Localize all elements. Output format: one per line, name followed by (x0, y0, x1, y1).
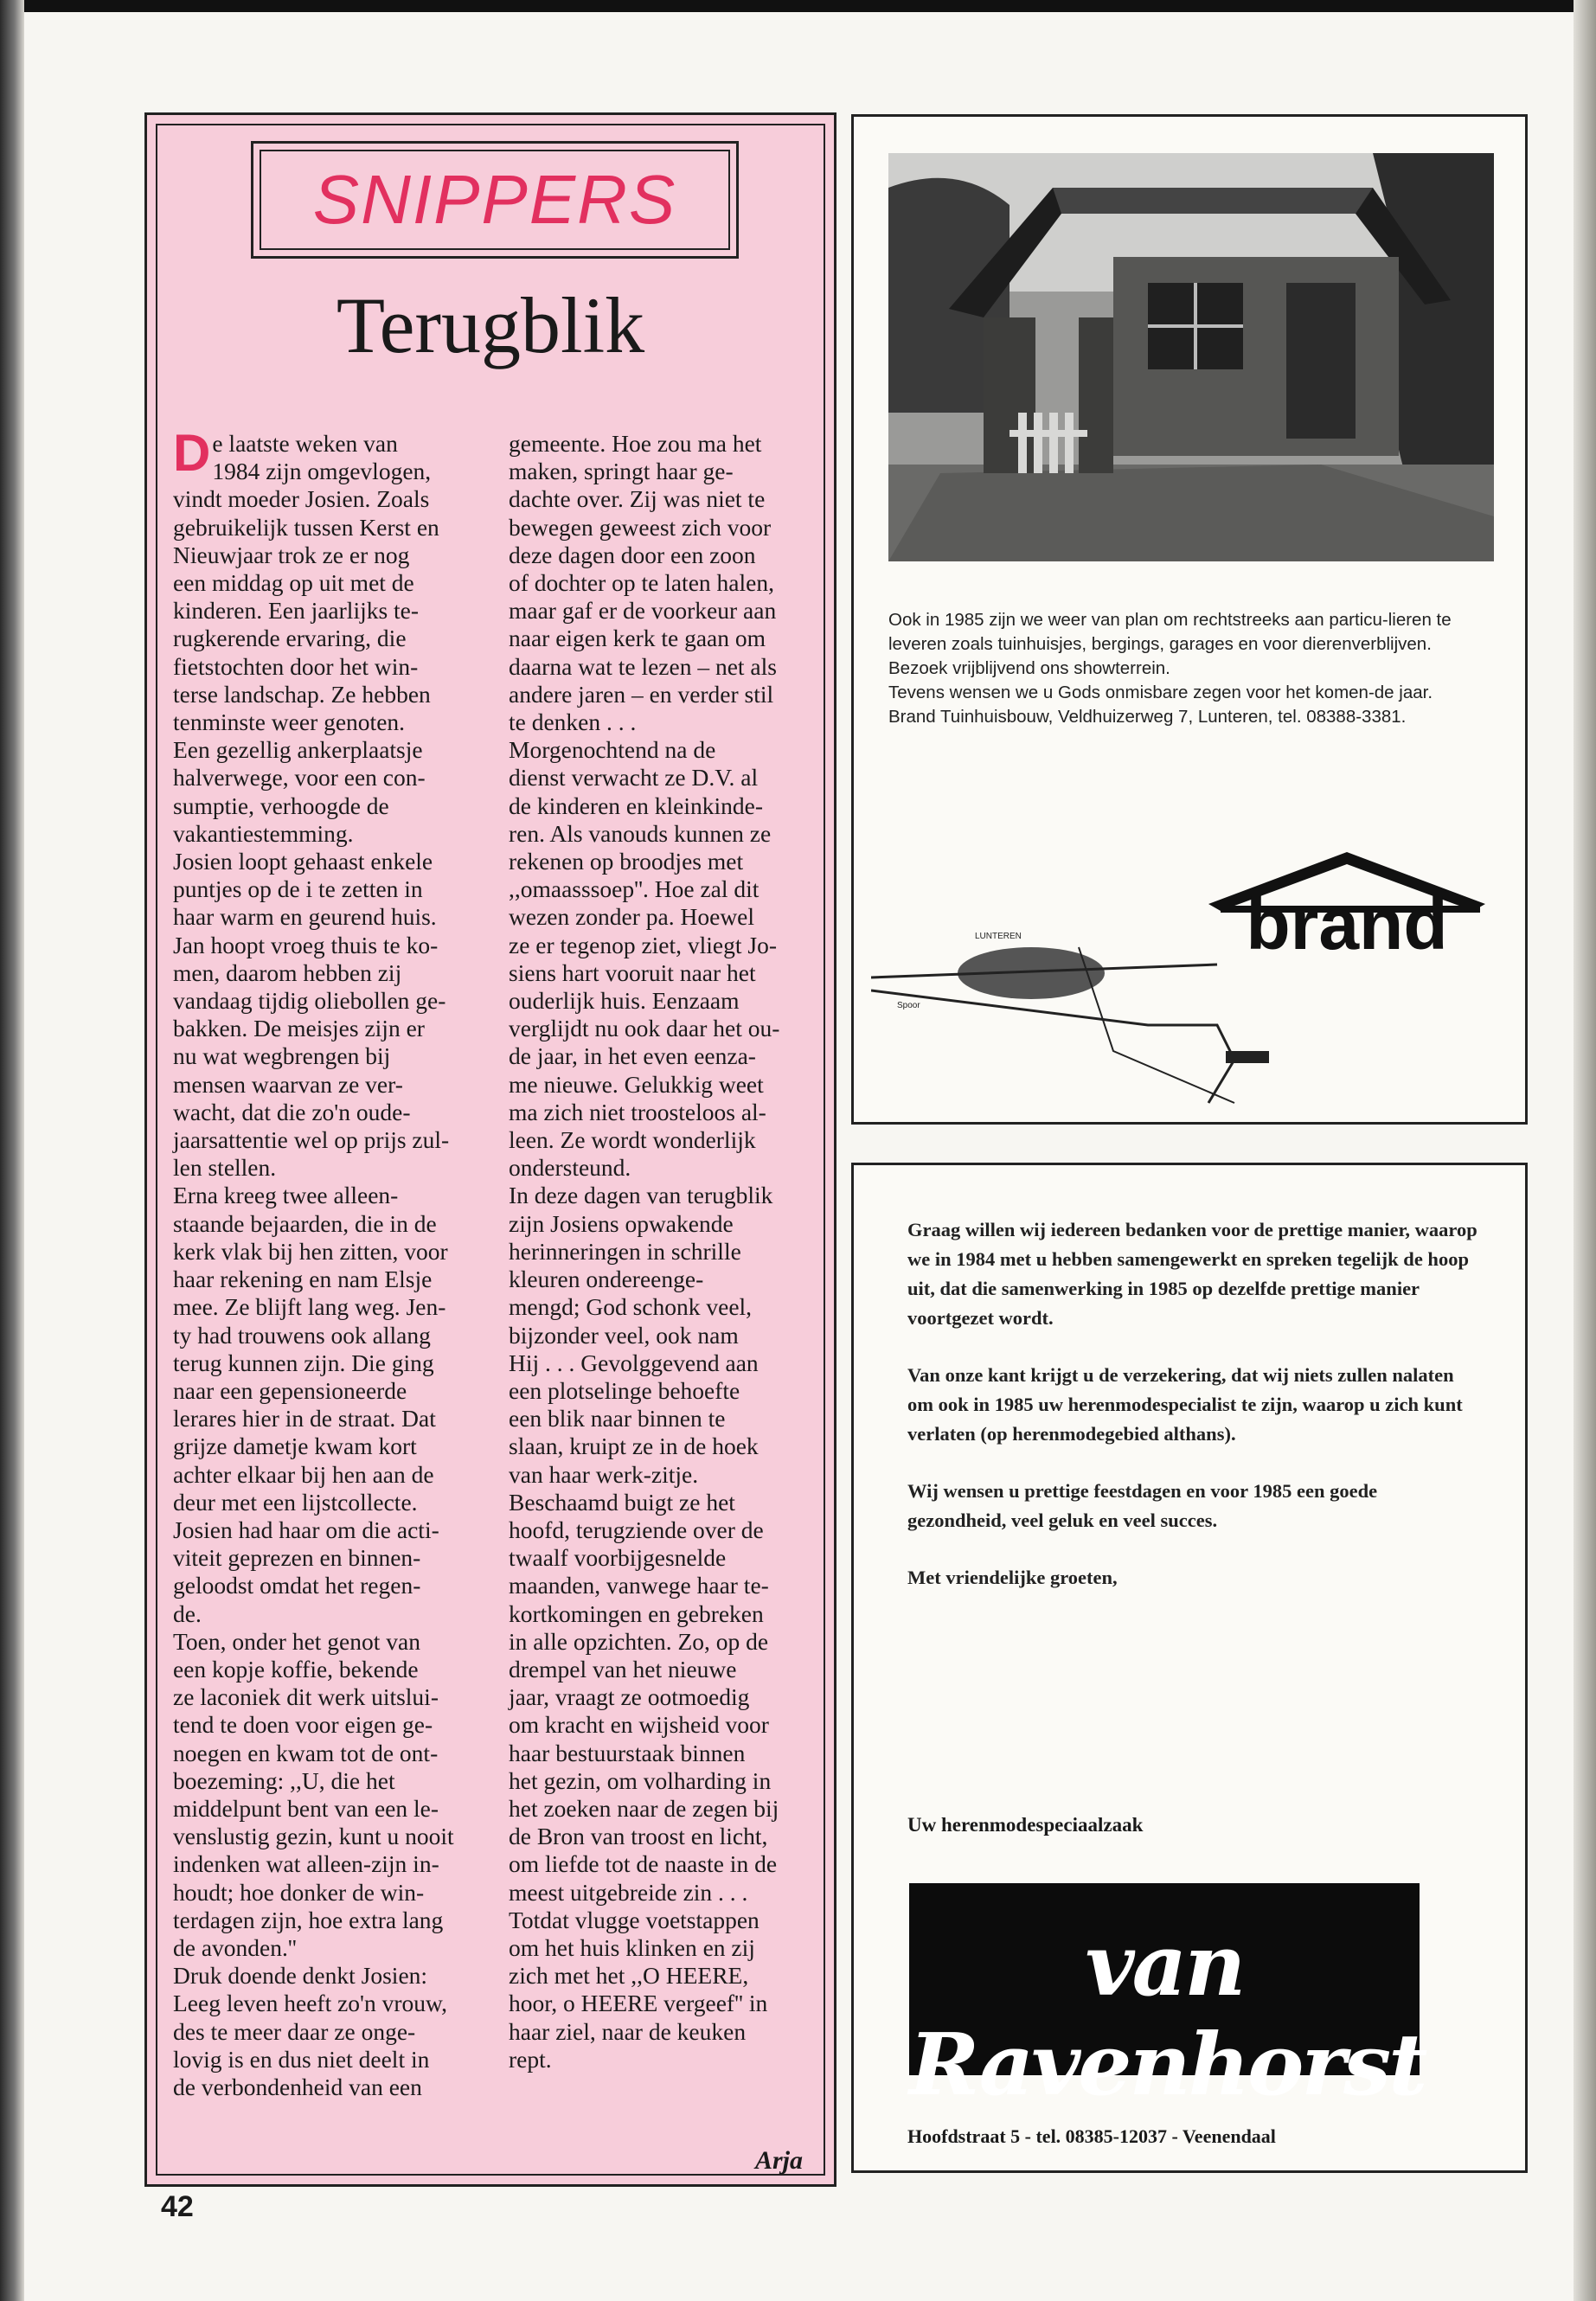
rubric-inner-frame (260, 150, 730, 250)
rubric-title: SNIPPERS (312, 161, 677, 238)
article-column-right: gemeente. Hoe zou ma het maken, springt haar ge- dachte over. Zij was niet te bewegen geweest zich voor deze dagen door een zoon of dochter op te laten halen, maar gaf er de voorkeur aan naar eigen kerk te gaan om daarna wat te lezen – net als andere jaren – en verder stil te denken . . . Morgenochtend na de dienst verwacht ze D.V. al de kinderen en kleinkinde- ren. Als vanouds kunnen ze rekenen op broodjes met ,,omaasssoep''. Hoe zal dit wezen zonder pa. Hoewel ze er tegenop ziet, vliegt Jo- siens hart vooruit naar het ouderlijk huis. Eenzaam verglijdt nu ook daar het ou- de jaar, in het even eenza- me nieuwe. Gelukkig weet ma zich niet troosteloos al- leen. Ze wordt wonderlijk ondersteund. In deze dagen van terugblik zijn Josiens opwakende herinneringen in schrille kleuren ondereenge- mengd; God schonk veel, bijzonder veel, ook nam Hij . . . Gevolggevend aan een plotselinge behoefte een blik naar binnen te slaan, kruipt ze in de hoek van haar werk-zitje. Beschaamd buigt ze het hoofd, terugziende over de twaalf voorbijgesnelde maanden, vanwege haar te- kortkomingen en gebreken in alle opzichten. Zo, op de drempel van het nieuwe jaar, vraagt ze ootmoedig om kracht en wijsheid voor haar bestuurstaak binnen het gezin, om volharding in het zoeken naar de zegen bij de Bron van troost en licht, om liefde tot de naaste in de meest uitgebreide zin . . . Totdat vlugge voetstappen om het huis klinken en zij zich met het ,,O HEERE, hoor, o HEERE vergeef'' in haar ziel, naar de keuken rept. (509, 430, 780, 2073)
dropcap: D (173, 424, 211, 482)
article-author: Arja (754, 2146, 803, 2175)
brand-caption-line: Bezoek vrijblijvend ons showterrein. (888, 658, 1170, 678)
ravenhorst-paragraph: Wij wensen u prettige feestdagen en voor 1985 een goede gezondheid, veel geluk en veel succes. (907, 1480, 1378, 1531)
map-label: LUNTEREN (975, 932, 1022, 941)
map-road-label: Spoor (897, 1001, 920, 1010)
article-inner-frame (156, 124, 825, 2176)
ravenhorst-paragraph: Met vriendelijke groeten, (907, 1567, 1118, 1588)
book-binding (0, 0, 24, 2301)
page-top-edge (0, 0, 1596, 12)
article-column-left (173, 424, 484, 2101)
page-right-edge (1574, 0, 1596, 2301)
brand-caption-line: Ook in 1985 zijn we weer van plan om rechtstreeks aan particu-lieren te leveren zoals tuinhuisjes, bergings, garages en voor dierenverblijven. (888, 610, 1452, 654)
location-map (871, 930, 1304, 1120)
ravenhorst-advertisement (851, 1163, 1528, 2173)
column-left-text: e laatste weken van 1984 zijn omgevlogen, vindt moeder Josien. Zoals gebruikelijk tussen Kerst en Nieuwjaar trok ze er nog een middag op uit met de kinderen. Een jaarlijks te- rugkerende ervaring, die fietstochten door het win- terse landschap. Ze hebben tenminste weer genoten. Een gezellig ankerplaatsje halverwege, voor een con- sumptie, verhoogde de vakantiestemming. Josien loopt gehaast enkele puntjes op de i te zetten in haar warm en geurend huis. Jan hoopt vroeg thuis te ko- men, daarom hebben zij vandaag tijdig oliebollen ge- bakken. De meisjes zijn er nu wat wegbrengen bij mensen waarvan ze ver- wacht, dat die zo'n oude- jaarsattentie wel op prijs zul- len stellen. Erna kreeg twee alleen- staande bejaarden, die in de kerk vlak bij hen zitten, voor haar rekening en nam Elsje mee. Ze blijft lang weg. Jen- ty had trouwens ook allang terug kunnen zijn. Die ging naar een gepensioneerde lerares hier in de straat. Dat grijze dametje kwam kort achter elkaar bij hen aan de deur met een lijstcollecte. Josien had haar om die acti- viteit geprezen en binnen- geloodst omdat het regen- de. Toen, onder het genot van een kopje koffie, bekende ze laconiek dit werk uitslui- tend te doen voor eigen ge- noegen en kwam tot de ont- boezeming: ,,U, die het middelpunt bent van een le- venslustig gezin, kunt u nooit indenken wat alleen-zijn in- houdt; hoe donker de win- terdagen zijn, hoe extra lang de avonden.'' Druk doende denkt Josien: Leeg leven heeft zo'n vrouw, des te meer daar ze onge- lovig is en dus niet deelt in de verbondenheid van een (173, 430, 454, 2100)
ravenhorst-tagline: Uw herenmodespeciaalzaak (907, 1814, 1144, 1836)
ravenhorst-paragraph: Van onze kant krijgt u de verzekering, dat wij niets zullen nalaten om ook in 1985 uw herenmodespecialist te zijn, waarop u zich kunt verlaten (op herenmodegebied althans). (907, 1364, 1463, 1445)
brand-advertisement (851, 114, 1528, 1125)
rubric-box (251, 141, 739, 259)
brand-caption (888, 608, 1494, 729)
article-headline: Terugblik (336, 281, 645, 369)
ravenhorst-message (907, 1215, 1478, 1620)
ravenhorst-logo (909, 1883, 1426, 2115)
ravenhorst-address: Hoofdstraat 5 - tel. 08385-12037 - Veenendaal (907, 2125, 1276, 2147)
ravenhorst-logo-text: van Ravenhorst (909, 1916, 1426, 2115)
article-box (144, 112, 836, 2187)
page-number: 42 (161, 2190, 194, 2223)
ravenhorst-paragraph: Graag willen wij iedereen bedanken voor de prettige manier, waarop we in 1984 met u hebben samengewerkt en spreken tegelijk de hoop uit, dat die samenwerking in 1985 op dezelfde prettige manier voortgezet wordt. (907, 1219, 1477, 1329)
brand-caption-line: Tevens wensen we u Gods onmisbare zegen voor het komen-de jaar. (888, 683, 1433, 702)
brand-caption-line: Brand Tuinhuisbouw, Veldhuizerweg 7, Lunteren, tel. 08388-3381. (888, 707, 1407, 727)
brand-logo-text: brand (1246, 883, 1448, 956)
garden-house-photo (888, 153, 1494, 561)
